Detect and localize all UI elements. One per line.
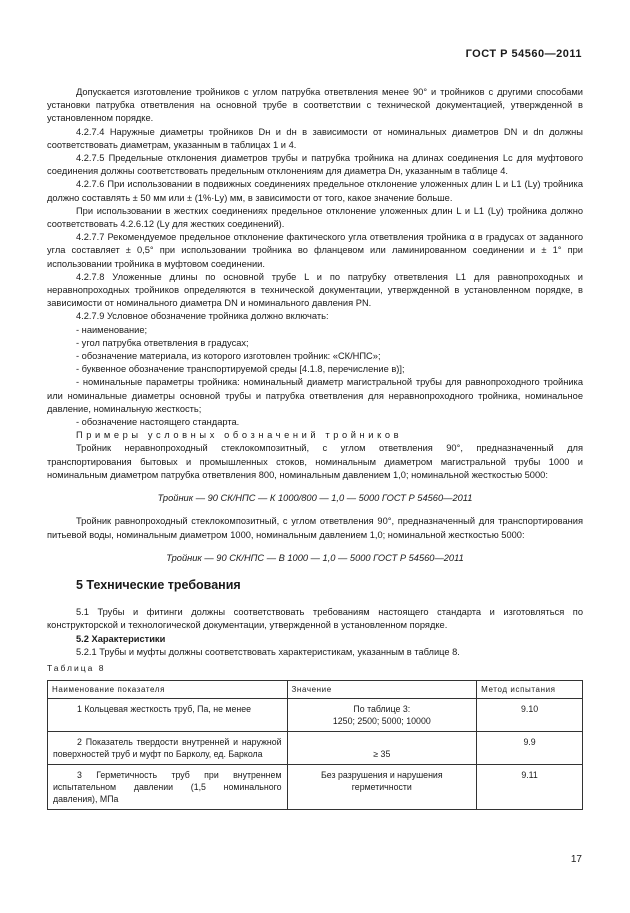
paragraph-text: Допускается изготовление тройников с углом патрубка ответвления менее 90° и тройников с другими способами установки патрубка ответвления на основной трубе в соответствии с технической документацией, утвержденной в установленном порядке. (47, 87, 583, 124)
table-row (48, 765, 583, 810)
example-text: Тройник неравнопроходный стеклокомпозитный, с углом ответвления 90°, предназначенный для транспортирования бытовых и промышленных стоков, номинальным диаметром магистральной трубы 1000 и номинальным диаметром патрубка ответвления 800, номинальным давлением 1,0; номинальной жесткостью 5000: (47, 443, 583, 480)
characteristics-table (47, 680, 583, 810)
example-text: Тройник равнопроходный стеклокомпозитный, с углом ответвления 90°, предназначенный для транспортирования питьевой воды, номинальным диаметром 1000, номинальным давлением 1,0; номинальной жесткостью 5000: (47, 516, 583, 540)
paragraph-text: 4.2.7.6 При использовании в подвижных соединениях предельное отклонение уложенных длин L и L1 (Lу) тройника должно составлять ± 50 мм или ± (1%·Lу) мм, в зависимости от того, какое значение больше. (47, 179, 583, 203)
example-designation: Тройник — 90 СК/НПС — К 1000/800 — 1,0 — 5000 ГОСТ Р 54560—2011 (157, 493, 473, 504)
table-cell: 9.10 (477, 699, 583, 732)
subsection-heading: 5.2 Характеристики (76, 633, 166, 644)
list-item: - номинальные параметры тройника: номинальный диаметр магистральной трубы для равнопроходного тройника или номинальные диаметры основной трубы и патрубка ответвления для неравнопроходного тройника, номинальное давление, номинальную жесткость; (47, 377, 583, 414)
list-item: - наименование; (76, 324, 148, 335)
paragraph-text: 4.2.7.5 Предельные отклонения диаметров трубы и патрубка тройника на длинах соединения Lс для муфтового соединения должны соответствовать предельным отклонениям для диаметра Dн, указанным в таблице 4. (47, 153, 583, 177)
paragraph-text: 4.2.7.9 Условное обозначение тройника должно включать: (76, 311, 329, 322)
column-header: Метод испытания (477, 681, 583, 699)
table-caption: Таблица 8 (47, 662, 106, 673)
paragraph-text: 5.2.1 Трубы и муфты должны соответствовать характеристикам, указанным в таблице 8. (76, 646, 460, 657)
table-cell: По таблице 3: 1250; 2500; 5000; 10000 (287, 699, 477, 732)
table-cell: 9.11 (477, 765, 583, 810)
paragraph-text: 5.1 Трубы и фитинги должны соответствовать требованиям настоящего стандарта и изготовляться по конструкторской и технологической документации, утвержденной в установленном порядке. (47, 607, 583, 631)
section-heading: 5 Технические требования (76, 577, 241, 592)
list-item: - обозначение материала, из которого изготовлен тройник: «СК/НПС»; (76, 351, 381, 362)
table-cell: 9.9 (477, 732, 583, 765)
table-cell: 2 Показатель твердости внутренней и наружной поверхностей труб и муфт по Барколу, ед. Баркола (48, 732, 288, 765)
table-row (48, 732, 583, 765)
document-body (47, 80, 583, 810)
table-row (48, 699, 583, 732)
paragraph-text: 4.2.7.4 Наружные диаметры тройников Dн и dн в зависимости от номинальных диаметров DN и dn должны соответствовать диаметрам, указанным в таблицах 1 и 4. (47, 126, 583, 150)
example-designation: Тройник — 90 СК/НПС — В 1000 — 1,0 — 5000 ГОСТ Р 54560—2011 (166, 552, 464, 563)
paragraph-text: 4.2.7.7 Рекомендуемое предельное отклонение фактического угла ответвления тройника α в градусах от заданного угла составляет ± 0,5° при использовании тройника во фланцевом или ламинированном соединении и ± 1° при использовании тройника в муфтовом соединении. (47, 232, 583, 269)
list-item: - угол патрубка ответвления в градусах; (76, 337, 249, 348)
table-cell: 1 Кольцевая жесткость труб, Па, не менее (48, 699, 288, 732)
paragraph-text: 4.2.7.8 Уложенные длины по основной трубе L и по патрубку ответвления L1 для равнопроходных и неравнопроходных тройников определяются в технической документации, утвержденной в установленном порядке, в зависимости от номинального диаметра DN и номинального давления PN. (47, 271, 583, 309)
table-cell: Без разрушения и нарушения герметичности (287, 765, 477, 810)
page-number: 17 (570, 854, 582, 865)
table-cell: ≥ 35 (287, 732, 477, 765)
table-cell: 3 Герметичность труб при внутреннем испытательном давлении (1,5 номинального давления), МПа (48, 765, 288, 810)
column-header: Наименование показателя (48, 681, 288, 699)
paragraph-text: При использовании в жестких соединениях предельное отклонение уложенных длин L и L1 (Lу) тройника должно соответствовать 4.2.6.12 (Lу для жестких соединений). (47, 205, 583, 230)
list-item: - буквенное обозначение транспортируемой среды [4.1.8, перечисление в)]; (76, 364, 405, 375)
standard-header: ГОСТ Р 54560—2011 (465, 48, 582, 60)
table-header-row (48, 681, 583, 699)
column-header: Значение (287, 681, 477, 699)
list-item: - обозначение настоящего стандарта. (76, 417, 240, 428)
examples-heading: Примеры условных обозначений тройников (76, 430, 403, 441)
